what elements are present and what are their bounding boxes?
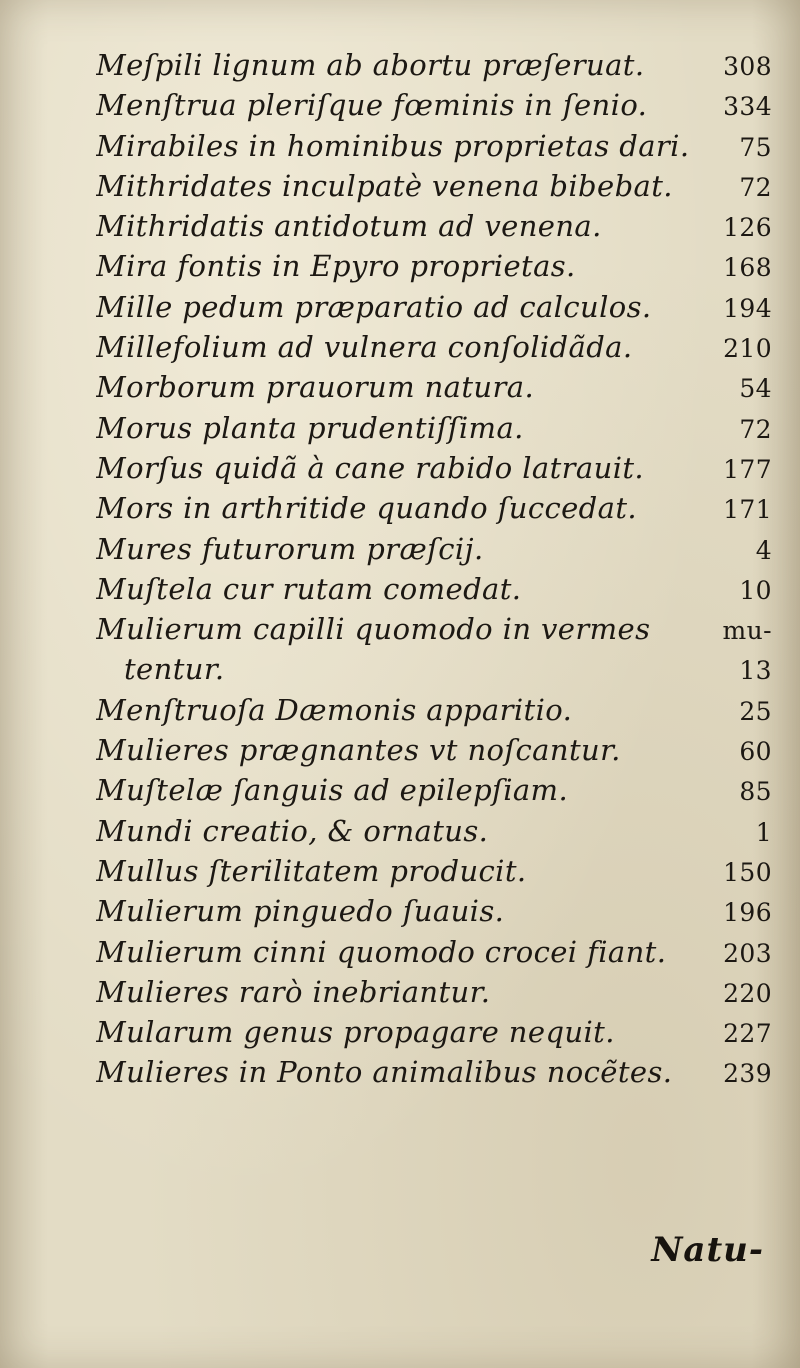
entry-term: Mulieres in Ponto animalibus nocẽtes. bbox=[96, 1055, 673, 1090]
catchword: Natu- bbox=[651, 1230, 764, 1270]
index-entry bbox=[96, 854, 772, 894]
entry-page-number: 10 bbox=[739, 575, 772, 605]
index-entry bbox=[96, 935, 772, 975]
entry-term: Meſpili lignum ab abortu præſeruat. bbox=[96, 48, 645, 82]
entry-term: Mithridates inculpatè venena bibebat. bbox=[96, 168, 673, 203]
index-entry bbox=[96, 129, 772, 169]
entry-term: Menſtruoſa Dæmonis apparitio. bbox=[96, 692, 573, 727]
entry-term: Mulieres prægnantes vt noſcantur. bbox=[96, 733, 621, 768]
index-entry bbox=[96, 733, 772, 773]
index-entry bbox=[96, 894, 772, 934]
entry-term: Muſtela cur rutam comedat. bbox=[96, 571, 522, 606]
entry-page-number: 308 bbox=[723, 52, 772, 81]
entry-page-number: 126 bbox=[723, 213, 772, 243]
entry-term: Mulierum capilli quomodo in vermes bbox=[96, 612, 651, 647]
index-entry bbox=[96, 370, 772, 410]
entry-page-number: 150 bbox=[723, 857, 772, 887]
entry-term: Morus planta prudentiſſima. bbox=[96, 410, 524, 445]
entry-term: Mures futurorum præſcij. bbox=[96, 531, 484, 566]
entry-page-number: 177 bbox=[723, 454, 772, 484]
index-list bbox=[96, 48, 772, 1096]
entry-page-number: 196 bbox=[723, 898, 772, 928]
index-entry bbox=[96, 693, 772, 733]
entry-page-number: 4 bbox=[755, 535, 772, 565]
entry-page-number: 334 bbox=[723, 92, 772, 122]
index-entry bbox=[96, 1015, 772, 1055]
entry-page-number: mu- bbox=[722, 616, 772, 646]
index-entry bbox=[96, 330, 772, 370]
index-entry bbox=[96, 290, 772, 330]
entry-term: Muſtelæ ſanguis ad epilepſiam. bbox=[96, 773, 569, 808]
index-entry bbox=[96, 48, 772, 88]
entry-term: Mulieres rarò inebriantur. bbox=[96, 974, 491, 1009]
index-entry bbox=[96, 491, 772, 531]
index-entry bbox=[96, 249, 772, 289]
index-entry-continuation bbox=[96, 652, 772, 692]
entry-term: Mundi creatio, & ornatus. bbox=[96, 813, 489, 848]
entry-term: Mille pedum præparatio ad calculos. bbox=[96, 289, 652, 324]
entry-page-number: 1 bbox=[755, 817, 772, 847]
entry-page-number: 210 bbox=[723, 334, 772, 364]
index-entry bbox=[96, 451, 772, 491]
entry-term: Mira fontis in Epyro proprietas. bbox=[96, 249, 576, 284]
index-entry bbox=[96, 1055, 772, 1095]
entry-term: Morſus quidã à cane rabido latrauit. bbox=[96, 450, 645, 485]
entry-page-number: 168 bbox=[723, 253, 772, 283]
entry-page-number: 239 bbox=[723, 1059, 772, 1089]
index-entry bbox=[96, 572, 772, 612]
entry-term: Mulierum cinni quomodo crocei fiant. bbox=[96, 934, 667, 969]
entry-page-number: 13 bbox=[739, 656, 772, 686]
entry-term: Mors in arthritide quando ſuccedat. bbox=[96, 491, 638, 526]
index-entry bbox=[96, 773, 772, 813]
entry-page-number: 60 bbox=[739, 737, 772, 767]
index-entry bbox=[96, 975, 772, 1015]
entry-page-number: 72 bbox=[739, 414, 772, 444]
index-entry bbox=[96, 209, 772, 249]
entry-page-number: 25 bbox=[739, 696, 772, 726]
entry-term: Mithridatis antidotum ad venena. bbox=[96, 209, 602, 244]
entry-page-number: 220 bbox=[723, 978, 772, 1008]
entry-page-number: 227 bbox=[723, 1019, 772, 1049]
entry-term: Menſtrua pleriſque fœminis in ſenio. bbox=[96, 88, 648, 123]
index-entry bbox=[96, 532, 772, 572]
entry-term: Mulierum pinguedo ſuauis. bbox=[96, 894, 505, 929]
entry-term: Mularum genus propagare nequit. bbox=[96, 1015, 615, 1050]
entry-page-number: 72 bbox=[739, 172, 772, 202]
index-entry bbox=[96, 169, 772, 209]
entry-term: Mirabiles in hominibus proprietas dari. bbox=[96, 128, 690, 163]
entry-term: Millefolium ad vulnera conſolidãda. bbox=[96, 330, 633, 365]
index-entry bbox=[96, 88, 772, 128]
index-entry bbox=[96, 612, 772, 652]
entry-term: Mullus ſterilitatem producit. bbox=[96, 853, 527, 888]
index-entry bbox=[96, 411, 772, 451]
entry-page-number: 171 bbox=[723, 495, 772, 525]
entry-page-number: 194 bbox=[723, 293, 772, 323]
entry-page-number: 75 bbox=[739, 132, 772, 162]
entry-page-number: 203 bbox=[723, 938, 772, 968]
entry-page-number: 85 bbox=[739, 777, 772, 807]
entry-page-number: 54 bbox=[739, 374, 772, 404]
entry-term: Morborum prauorum natura. bbox=[96, 370, 535, 405]
entry-term: tentur. bbox=[124, 652, 225, 687]
index-entry bbox=[96, 814, 772, 854]
